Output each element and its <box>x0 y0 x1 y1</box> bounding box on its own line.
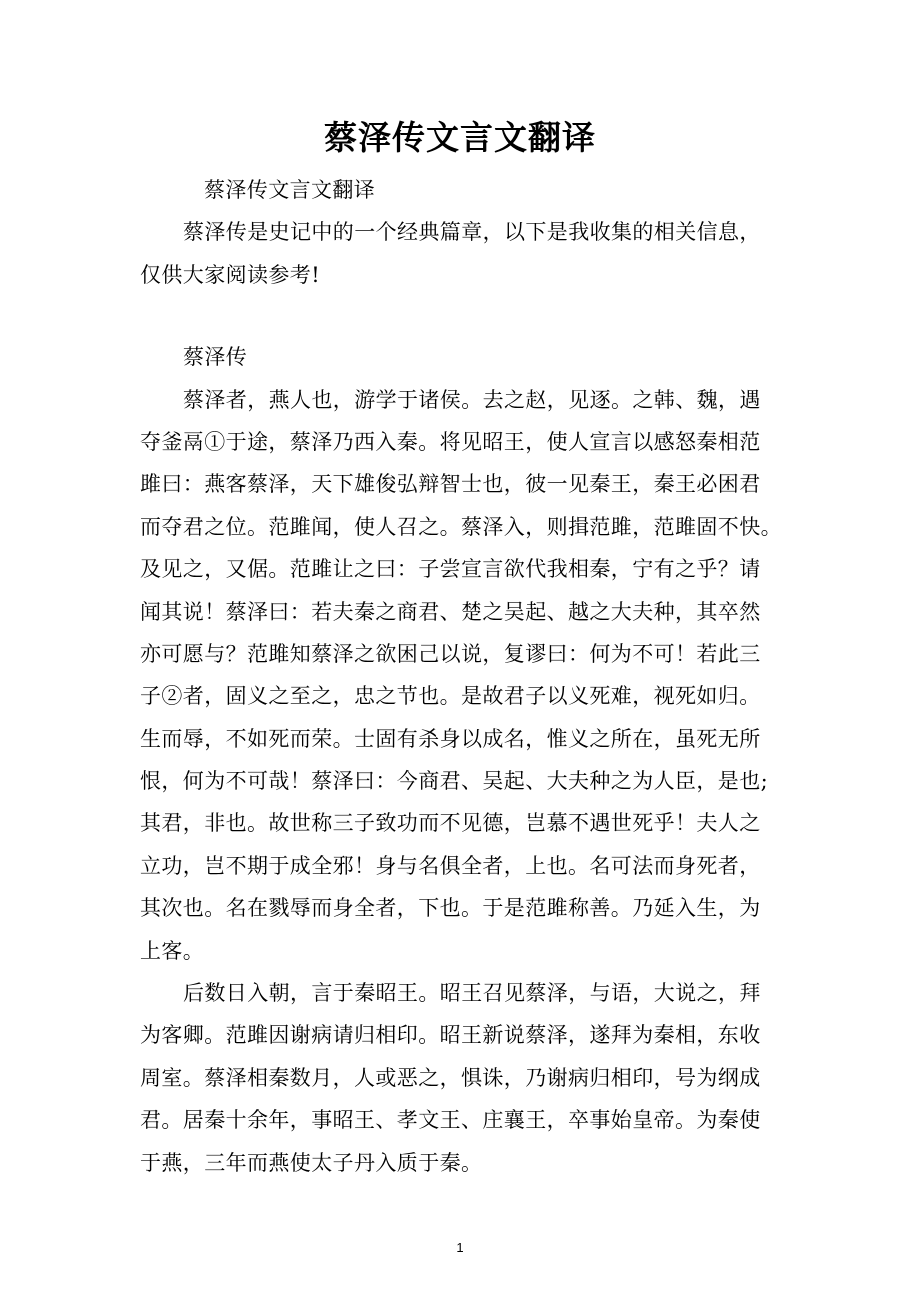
paragraph-line: 周室。蔡泽相秦数月，人或恶之，惧诛，乃谢病归相印，号为纲成 <box>140 1065 761 1090</box>
paragraph-2 <box>140 972 790 1184</box>
intro-line: 蔡泽传是史记中的一个经典篇章，以下是我收集的相关信息， <box>183 220 761 245</box>
paragraph-line: 恨，何为不可哉！蔡泽曰：今商君、吴起、大夫种之为人臣，是也; <box>140 769 769 794</box>
document-title: 蔡泽传文言文翻译 <box>324 118 596 157</box>
paragraph-line: 雎曰：燕客蔡泽，天下雄俊弘辩智士也，彼一见秦王，秦王必困君 <box>140 472 761 497</box>
paragraph-line: 亦可愿与？范雎知蔡泽之欲困己以说，复谬曰：何为不可！若此三 <box>140 641 761 666</box>
paragraph-line: 立功，岂不期于成全邪！身与名俱全者，上也。名可法而身死者， <box>140 853 761 878</box>
intro-paragraph <box>140 211 790 296</box>
paragraph-line: 于燕，三年而燕使太子丹入质于秦。 <box>140 1150 483 1175</box>
page-number: 1 <box>456 1240 464 1255</box>
paragraph-line: 其次也。名在戮辱而身全者，下也。于是范雎称善。乃延入生，为 <box>140 896 761 921</box>
paragraph-line: 闻其说！蔡泽曰：若夫秦之商君、楚之吴起、越之大夫种，其卒然 <box>140 599 761 624</box>
paragraph-line: 其君，非也。故世称三子致功而不见德，岂慕不遇世死乎！夫人之 <box>140 811 761 836</box>
blank-line <box>140 296 790 336</box>
section-heading: 蔡泽传 <box>183 345 248 370</box>
paragraph-line: 君。居秦十余年，事昭王、孝文王、庄襄王，卒事始皇帝。为秦使 <box>140 1108 761 1133</box>
paragraph-1 <box>140 379 790 972</box>
paragraph-line: 而夺君之位。范雎闻，使人召之。蔡泽入，则揖范雎，范雎固不快。 <box>140 514 782 539</box>
document-body <box>140 169 790 1184</box>
paragraph-line: 夺釜鬲①于途，蔡泽乃西入秦。将见昭王，使人宣言以感怒秦相范 <box>140 429 761 454</box>
subtitle: 蔡泽传文言文翻译 <box>204 178 376 202</box>
paragraph-line: 及见之，又倨。范雎让之曰：子尝宣言欲代我相秦，宁有之乎？请 <box>140 557 761 582</box>
paragraph-line: 生而辱，不如死而荣。士固有杀身以成名，惟义之所在，虽死无所 <box>140 726 761 751</box>
paragraph-line: 上客。 <box>140 938 205 963</box>
paragraph-line: 为客卿。范雎因谢病请归相印。昭王新说蔡泽，遂拜为秦相，东收 <box>140 1023 761 1048</box>
intro-line: 仅供大家阅读参考! <box>140 262 321 287</box>
paragraph-line: 子②者，固义之至之，忠之节也。是故君子以义死难，视死如归。 <box>140 684 761 709</box>
paragraph-line: 后数日入朝，言于秦昭王。昭王召见蔡泽，与语，大说之，拜 <box>183 981 761 1006</box>
paragraph-line: 蔡泽者，燕人也，游学于诸侯。去之赵，见逐。之韩、魏，遇 <box>183 387 761 412</box>
